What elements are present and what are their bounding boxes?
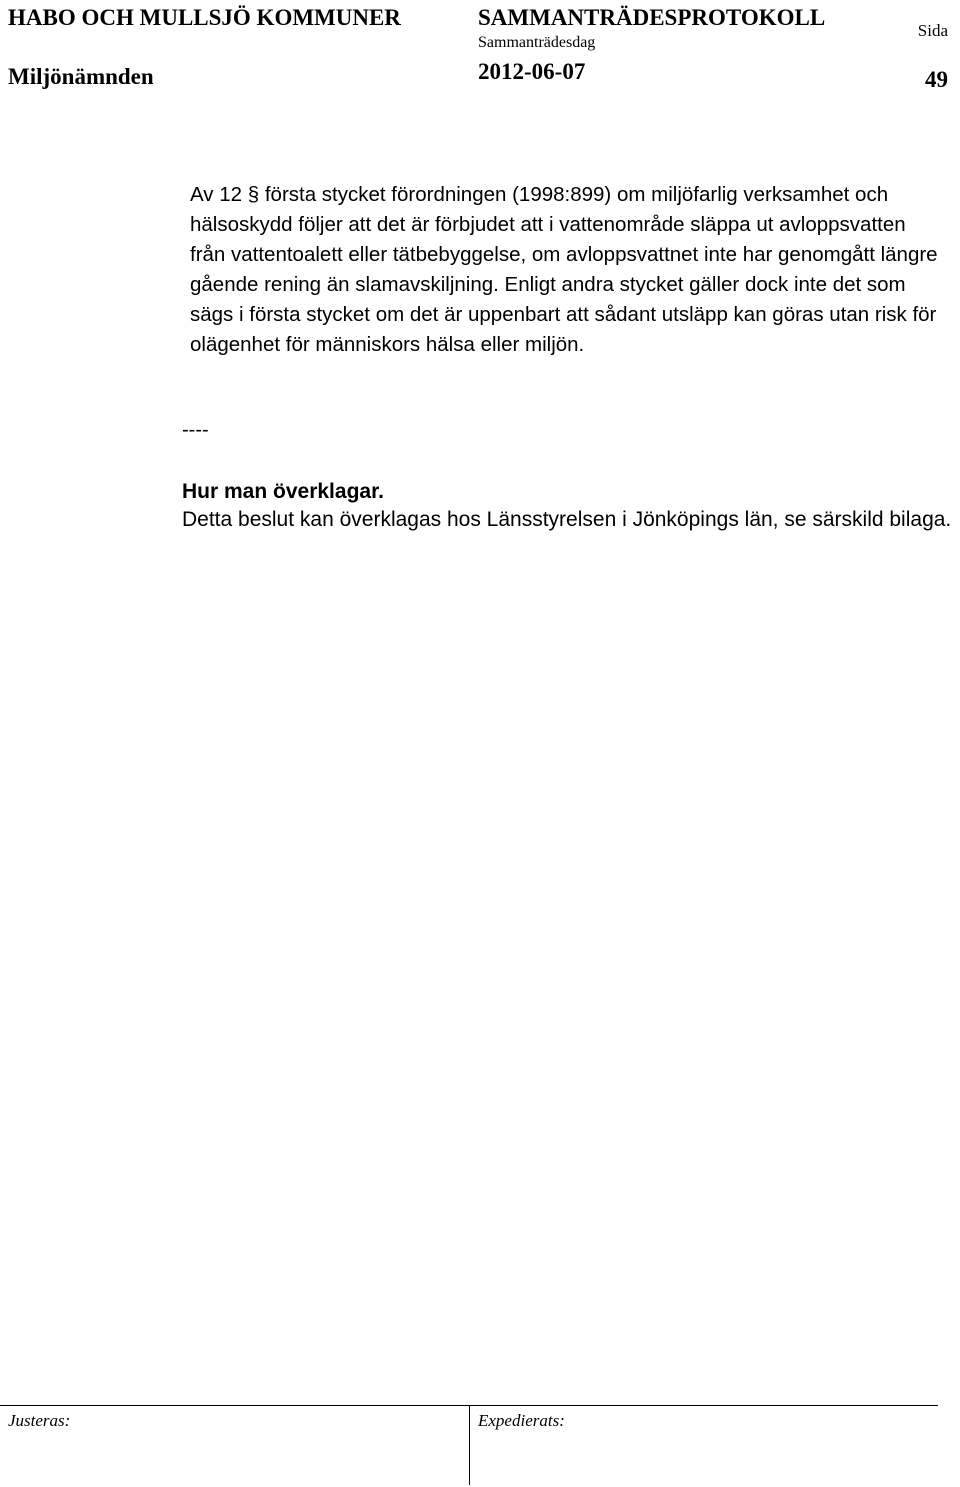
organization-name: HABO OCH MULLSJÖ KOMMUNER — [8, 5, 401, 30]
legal-paragraph: Av 12 § första stycket förordningen (1998:899) om miljöfarlig verksamhet och hälsoskydd följer att det är förbjudet att i vattenområde släppa ut avloppsvatten från vattentoalett eller tätbebyggelse, om avloppsvattnet inte har genomgått längre gående rening än slamavskiljning. Enligt andra stycket gäller dock inte det som sägs i första stycket om det är uppenbart att sådant utsläpp kan göras utan risk för olägenhet för människors hälsa eller miljön. — [190, 183, 938, 356]
expedierats-label: Expedierats: — [478, 1411, 565, 1430]
appeal-heading: Hur man överklagar. — [182, 480, 384, 503]
section-separator: ---- — [182, 419, 209, 441]
page-number: 49 — [925, 67, 948, 92]
footer-divider — [469, 1405, 470, 1485]
document-type: SAMMANTRÄDESPROTOKOLL — [478, 5, 826, 30]
page-label: Sida — [917, 21, 948, 40]
appeal-text: Detta beslut kan överklagas hos Länsstyrelsen i Jönköpings län, se särskild bilaga. — [182, 508, 952, 531]
justeras-label: Justeras: — [8, 1411, 71, 1430]
meeting-date: 2012-06-07 — [478, 59, 586, 84]
committee-name: Miljönämnden — [8, 64, 154, 89]
meeting-date-label: Sammanträdesdag — [478, 34, 596, 51]
